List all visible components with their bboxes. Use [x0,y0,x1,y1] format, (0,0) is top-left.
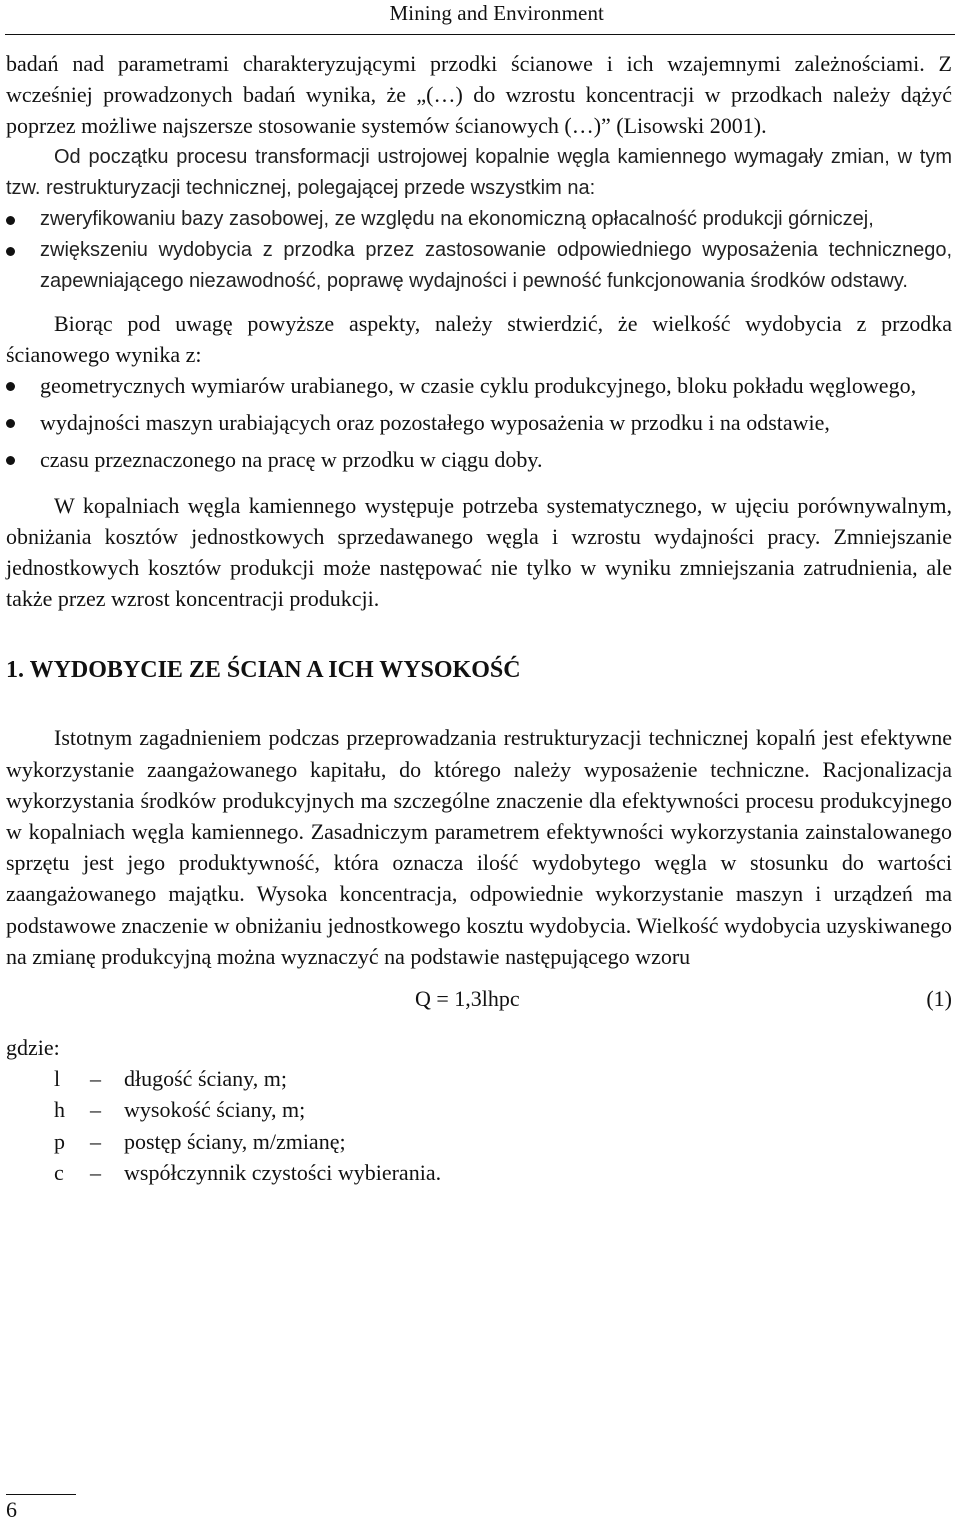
paragraph-costs: W kopalniach węgla kamiennego występuje potrzeba systematycznego, w ujęciu porównywalnym, obniżania kosztów jednostkowych sprzedawanego węgla i wzrostu wydajności pracy. Zmniejszanie jednostkowych kosztów produkcji może następować nie tylko w wyniku zmniejszania zatrudnienia, ale także przez wzrost koncentracji produkcji. [6,492,952,612]
definition-text: długość ściany, m; [124,1066,287,1092]
definition-dash: – [90,1159,101,1185]
definition-row [6,1157,952,1188]
formula-row [6,986,952,1020]
list-item [6,407,952,438]
definition-row [6,1063,952,1094]
output-factors-list [6,370,952,476]
page-number: 6 [6,1497,17,1522]
list-item [6,235,952,297]
definition-row [6,1094,952,1125]
paragraph-intro: badań nad parametrami charakteryzującymi przodki ścianowe i ich wzajemnymi zależnościami. Z wcześniej prowadzonych badań wynika, że „(…) do wzrostu koncentracji w przodkach należy dążyć poprzez możliwe najszersze stosowanie systemów ścianowych (…)” (Lisowski 2001). [6,51,952,139]
restructuring-list [6,204,952,298]
list-item-text: czasu przeznaczonego na pracę w przodku w ciągu doby. [40,447,543,473]
definition-dash: – [90,1066,101,1092]
bullet-icon [6,419,15,428]
definition-dash: – [90,1097,101,1123]
footer-rule [6,1494,76,1495]
definition-text: wysokość ściany, m; [124,1097,306,1123]
list-item [6,370,952,401]
list-item-text: geometrycznych wymiarów urabianego, w czasie cyklu produkcyjnego, bloku pokładu węglowego, [40,373,917,399]
list-item-text: wydajności maszyn urabiających oraz pozostałego wyposażenia w przodku i na odstawie, [40,410,830,436]
page-body [6,48,952,1188]
list-item-text: zweryfikowaniu bazy zasobowej, ze względu na ekonomiczną opłacalność produkcji górniczej, [40,208,874,231]
equation-number: (1) [926,986,952,1012]
definition-symbol: p [54,1128,65,1154]
definition-text: postęp ściany, m/zmianę; [124,1128,346,1154]
bullet-icon [6,382,15,391]
definition-symbol: l [54,1066,61,1092]
list-item [6,204,952,235]
paragraph-efficiency: Istotnym zagadnieniem podczas przeprowadzania restrukturyzacji technicznej kopalń jest efektywne wykorzystanie zaangażowanego kapitału, do którego należy wyposażenie techniczne. Racjonalizacja wykorzystania środków produkcyjnych ma szczególne znaczenie dla efektywności procesu produkcyjnego w kopalniach węgla kamiennego. Zasadniczym parametrem efektywności wykorzystania zainstalowanego sprzętu jest jego produktywność, która oznacza ilość wydobytego węgla w stosunku do wartości zaangażowanego majątku. Wysoka koncentracja, odpowiednie wykorzystanie maszyn i urządzeń ma podstawowe znaczenie w obniżaniu jednostkowego kosztu wydobycia. Wielkość wydobycia uzyskiwanego na zmianę produkcyjną można wyznaczyć na podstawie następującego wzoru [6,725,952,969]
definition-symbol: h [54,1097,65,1123]
definition-text: współczynnik czystości wybierania. [124,1159,442,1185]
definition-dash: – [90,1128,101,1154]
where-label: gdzie: [6,1035,60,1061]
header-rule [5,34,955,35]
running-head: Mining and Environment [389,1,604,25]
formula: Q = 1,3lhpc [415,986,520,1012]
symbol-definitions [6,1063,952,1188]
paragraph-transformation: Od początku procesu transformacji ustrojowej kopalnie węgla kamiennego wymagały zmian, w tym tzw. restrukturyzacji technicznej, polegającej przede wszystkim na: [6,145,952,199]
bullet-icon [6,456,15,465]
list-item [6,444,952,475]
definition-symbol: c [54,1159,64,1185]
definition-row [6,1126,952,1157]
bullet-icon [6,216,15,225]
paragraph-aspects: Biorąc pod uwagę powyższe aspekty, należy stwierdzić, że wielkość wydobycia z przodka ścianowego wynika z: [6,310,952,367]
bullet-icon [6,247,15,256]
list-item-text: zwiększeniu wydobycia z przodka przez zastosowanie odpowiedniego wyposażenia technicznego, zapewniającego niezawodność, poprawę wydajności i pewność funkcjonowania środków odstawy. [40,239,952,293]
section-heading: 1. WYDOBYCIE ZE ŚCIAN A ICH WYSOKOŚĆ [6,657,521,684]
